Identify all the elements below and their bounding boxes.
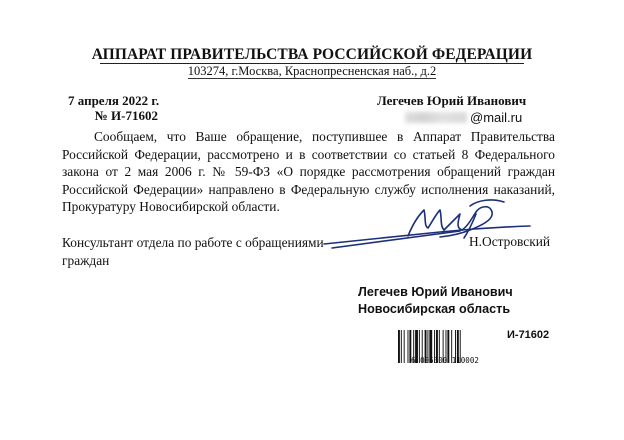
signer-title: Консультант отдела по работе с обращениями граждан (62, 235, 324, 268)
recipient-name: Легечев Юрий Иванович (377, 93, 527, 108)
reference-number: № И-71602 (94, 108, 158, 123)
letter-body: Сообщаем, что Ваше обращение, поступившее в Аппарат Правительства Российской Федерации, рассмотрено и в соответствии со статьей 8 Федерального закона от 2 мая 2006 г. № 59-ФЗ «О порядке рассмотрения обращений граждан Российской Федерации» направлено в Федеральную службу исполнения наказаний, Прокуратуру Новосибирской области. (62, 129, 555, 214)
barcode-reference: И-71602 (507, 329, 550, 341)
letter-date: 7 апреля 2022 г. (68, 93, 160, 108)
envelope-addressee-region: Новосибирская область (358, 302, 511, 316)
address-text: 103274, г.Москва, Краснопресненская наб., д.2 (187, 64, 437, 78)
barcode-digits: 6 005300 110002 (411, 356, 479, 365)
organization-address (0, 64, 624, 79)
redacted-email-user (405, 112, 467, 123)
recipient-email (405, 110, 522, 125)
organization-title: АППАРАТ ПРАВИТЕЛЬСТВА РОССИЙСКОЙ ФЕДЕРАЦИИ (91, 46, 533, 63)
email-domain: @mail.ru (470, 110, 523, 125)
signer-name: Н.Островский (469, 234, 551, 249)
envelope-addressee-name: Легечев Юрий Иванович (358, 285, 513, 299)
